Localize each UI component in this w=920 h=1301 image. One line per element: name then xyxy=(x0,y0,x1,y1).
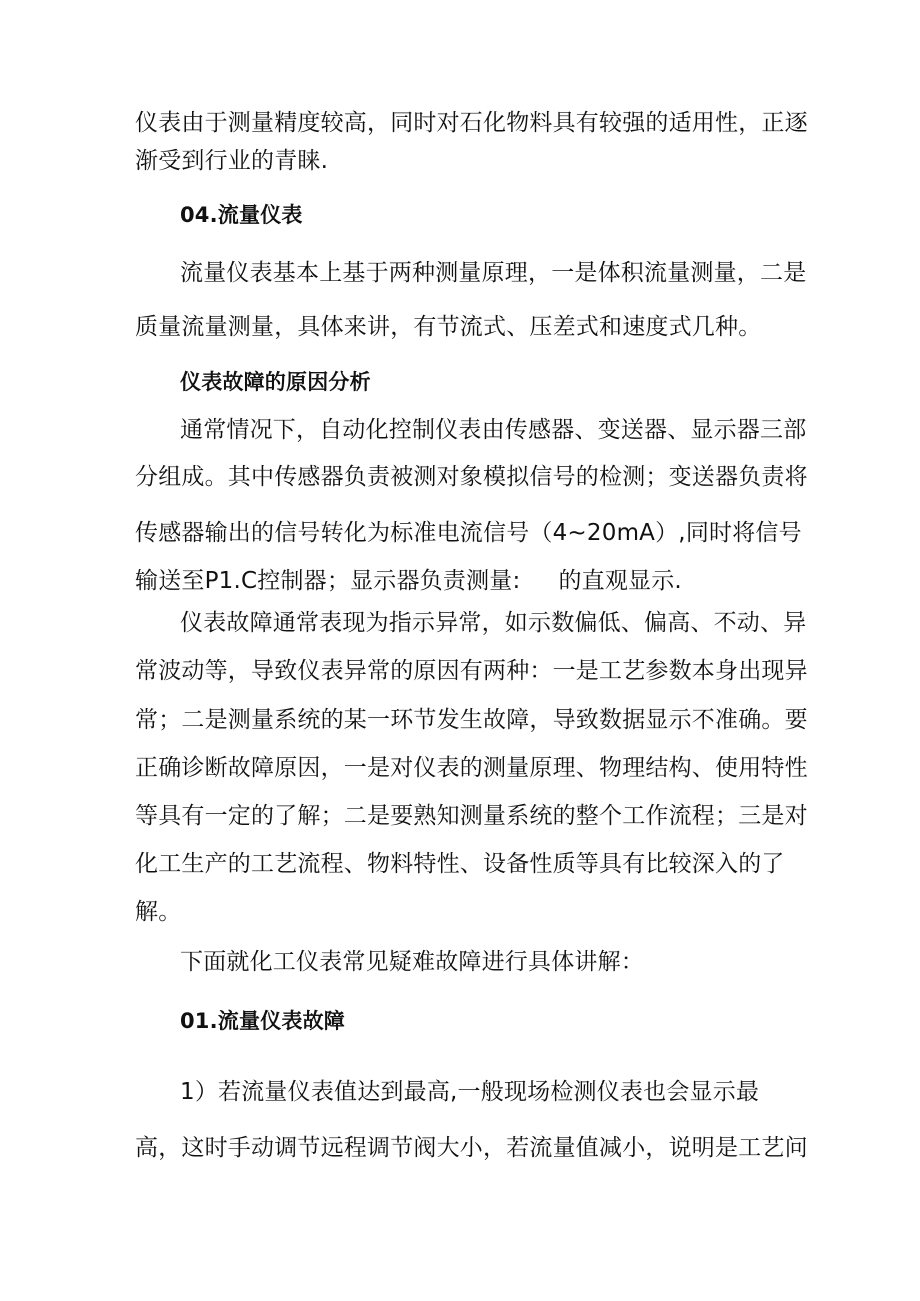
paragraph-line: 质量流量测量，具体来讲，有节流式、压差式和速度式几种。 xyxy=(135,314,762,340)
paragraph-line: 常波动等，导致仪表异常的原因有两种：一是工艺参数本身出现异 xyxy=(135,658,808,684)
paragraph-line-part: 输送至P1.C控制器；显示器负责测量: xyxy=(135,568,521,594)
paragraph-line: 传感器输出的信号转化为标准电流信号（4~20mA）,同时将信号 xyxy=(135,520,802,546)
section-heading-flow-meter: 04.流量仪表 xyxy=(180,203,303,227)
paragraph-line: 化工生产的工艺流程、物料特性、设备性质等具有比较深入的了 xyxy=(135,851,785,877)
paragraph-line: 正确诊断故障原因，一是对仪表的测量原理、物理结构、使用特性 xyxy=(135,755,808,781)
paragraph-line: 常；二是测量系统的某一环节发生故障，导致数据显示不准确。要 xyxy=(135,707,808,733)
paragraph-line: 仪表故障通常表现为指示异常，如示数偏低、偏高、不动、异 xyxy=(180,610,807,636)
paragraph-line: 分组成。其中传感器负责被测对象模拟信号的检测；变送器负责将 xyxy=(135,464,808,490)
paragraph-line: 下面就化工仪表常见疑难故障进行具体讲解： xyxy=(180,949,644,975)
paragraph-line: 渐受到行业的青睐. xyxy=(135,148,329,174)
paragraph-line-part: 的直观显示. xyxy=(558,568,682,594)
section-heading-fault-causes: 仪表故障的原因分析 xyxy=(180,370,371,394)
paragraph-line xyxy=(135,566,682,596)
paragraph-line: 仪表由于测量精度较高，同时对石化物料具有较强的适用性，正逐 xyxy=(135,110,808,136)
paragraph-line: 通常情况下，自动化控制仪表由传感器、变送器、显示器三部 xyxy=(180,417,807,443)
section-heading-flow-meter-faults: 01.流量仪表故障 xyxy=(180,1009,346,1033)
paragraph-line: 流量仪表基本上基于两种测量原理，一是体积流量测量，二是 xyxy=(180,260,807,286)
paragraph-line: 解。 xyxy=(135,899,182,925)
paragraph-line: 等具有一定的了解；二是要熟知测量系统的整个工作流程；三是对 xyxy=(135,803,808,829)
paragraph-line: 1）若流量仪表值达到最高,一般现场检测仪表也会显示最 xyxy=(180,1079,760,1105)
paragraph-line: 高，这时手动调节远程调节阀大小，若流量值减小，说明是工艺问 xyxy=(135,1135,808,1161)
